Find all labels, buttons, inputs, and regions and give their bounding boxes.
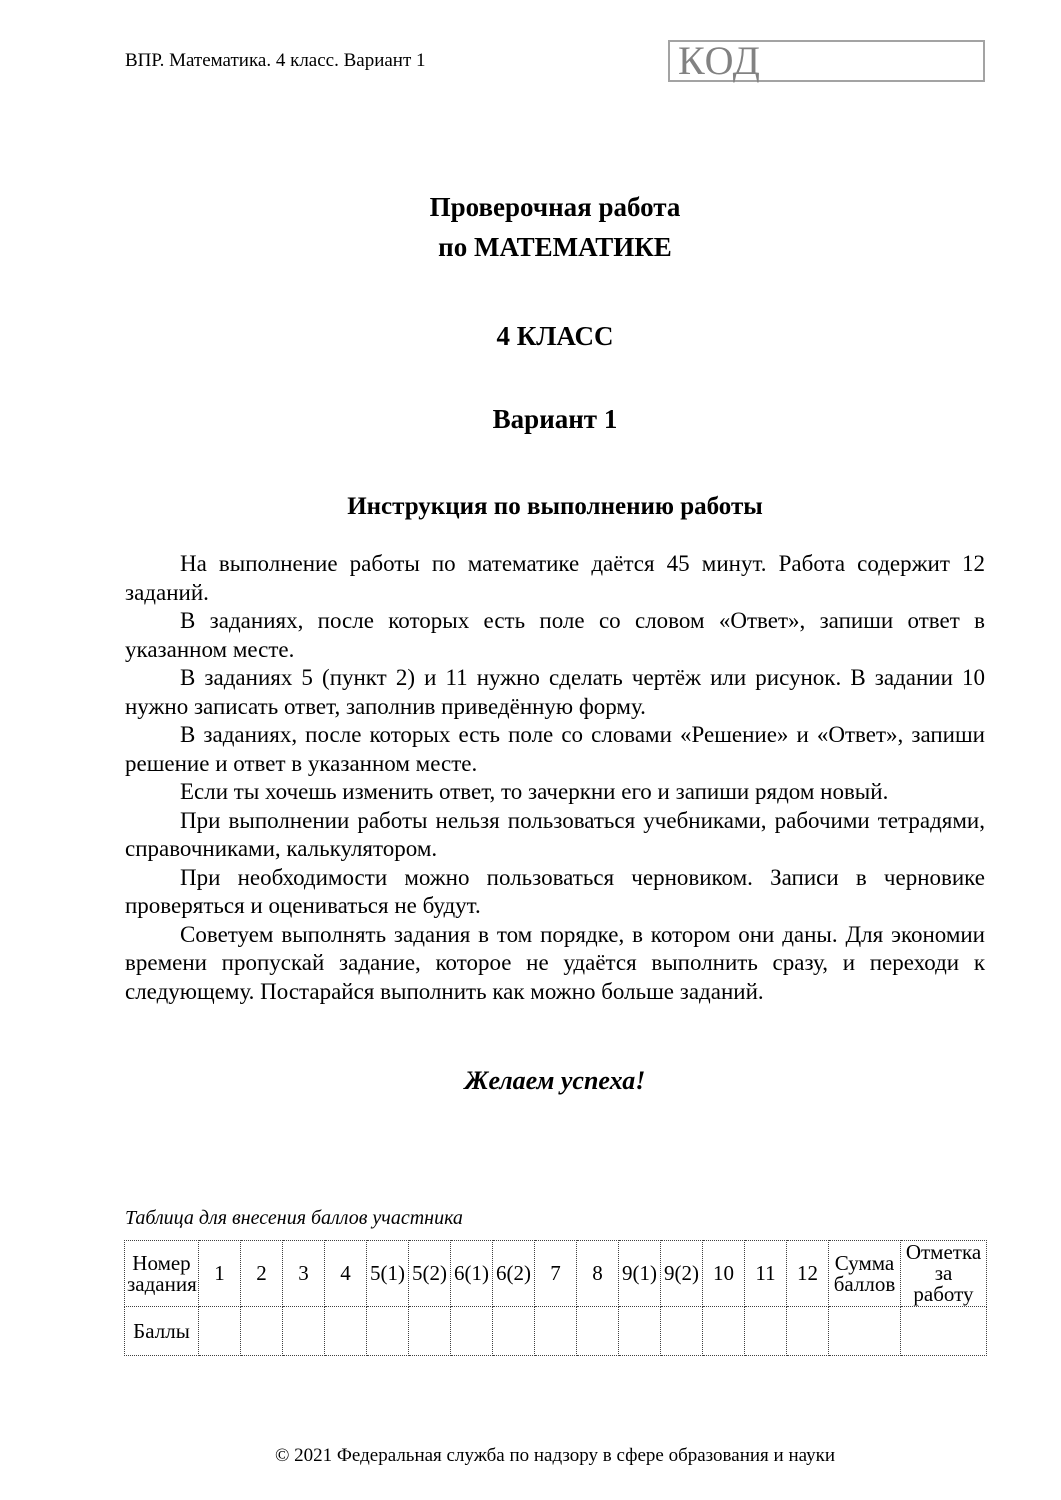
score-table xyxy=(124,1240,987,1356)
task-number-header-cell: 7 xyxy=(535,1241,577,1307)
instruction-paragraph: В заданиях 5 (пункт 2) и 11 нужно сделать чертёж или рисунок. В задании 10 нужно записать ответ, заполнив приведённую форму. xyxy=(125,665,985,719)
task-number-header-cell: 3 xyxy=(283,1241,325,1307)
instruction-paragraph: При необходимости можно пользоваться черновиком. Записи в черновике проверяться и оцениваться не будут. xyxy=(125,864,985,918)
instruction-paragraph: В заданиях, после которых есть поле со словом «Ответ», запиши ответ в указанном месте. xyxy=(125,608,985,662)
grade-title: 4 КЛАСС xyxy=(496,321,614,351)
task-number-header-cell: 4 xyxy=(325,1241,367,1307)
score-cell xyxy=(325,1307,367,1356)
instruction-paragraph: Советуем выполнять задания в том порядке, в котором они даны. Для экономии времени пропускай задание, которое не удаётся выполнить сразу, и переходи к следующему. Постарайся выполнить как можно больше заданий. xyxy=(125,921,985,1004)
footer-copyright: © 2021 Федеральная служба по надзору в сфере образования и науки xyxy=(274,1445,835,1466)
mark-score-cell xyxy=(901,1307,987,1356)
score-cell xyxy=(367,1307,409,1356)
score-table-header-row xyxy=(125,1241,987,1307)
instructions-text xyxy=(125,550,985,1006)
task-number-header-cell: 9(2) xyxy=(661,1241,703,1307)
task-number-header-cell: 1 xyxy=(199,1241,241,1307)
mark-header-cell: Отметка за работу xyxy=(901,1241,987,1307)
task-number-header-cell: 5(1) xyxy=(367,1241,409,1307)
score-cell xyxy=(661,1307,703,1356)
header-doc-label: ВПР. Математика. 4 класс. Вариант 1 xyxy=(125,50,426,71)
variant-title: Вариант 1 xyxy=(492,404,618,434)
instruction-paragraph: При выполнении работы нельзя пользоваться учебниками, рабочими тетрадями, справочниками, калькулятором. xyxy=(125,807,985,861)
task-number-header-cell: 6(1) xyxy=(451,1241,493,1307)
score-cell xyxy=(451,1307,493,1356)
task-number-header-cell: 8 xyxy=(577,1241,619,1307)
title-line-2: по МАТЕМАТИКЕ xyxy=(438,232,672,262)
task-number-header-cell: 2 xyxy=(241,1241,283,1307)
score-cell xyxy=(619,1307,661,1356)
task-number-header-cell: 5(2) xyxy=(409,1241,451,1307)
sum-score-cell xyxy=(829,1307,901,1356)
corner-header-cell: Номер задания xyxy=(125,1241,199,1307)
success-wish: Желаем успеха! xyxy=(464,1066,646,1095)
title-line-1: Проверочная работа xyxy=(429,192,681,222)
score-cell xyxy=(241,1307,283,1356)
score-cell xyxy=(283,1307,325,1356)
score-cell xyxy=(409,1307,451,1356)
score-cell xyxy=(703,1307,745,1356)
score-cell xyxy=(535,1307,577,1356)
task-number-header-cell: 9(1) xyxy=(619,1241,661,1307)
instruction-paragraph: На выполнение работы по математике даётся 45 минут. Работа содержит 12 заданий. xyxy=(125,551,985,605)
score-table-caption: Таблица для внесения баллов участника xyxy=(125,1207,463,1229)
instructions-heading: Инструкция по выполнению работы xyxy=(347,493,763,520)
score-cell xyxy=(745,1307,787,1356)
score-values-row xyxy=(125,1307,987,1356)
task-number-header-cell: 10 xyxy=(703,1241,745,1307)
score-cell xyxy=(577,1307,619,1356)
score-cell xyxy=(199,1307,241,1356)
score-row-label-cell: Баллы xyxy=(125,1307,199,1356)
instruction-paragraph: Если ты хочешь изменить ответ, то зачеркни его и запиши рядом новый. xyxy=(180,779,889,804)
instruction-paragraph: В заданиях, после которых есть поле со словами «Решение» и «Ответ», запиши решение и ответ в указанном месте. xyxy=(125,722,985,776)
task-number-header-cell: 11 xyxy=(745,1241,787,1307)
code-box-label: КОД xyxy=(678,38,761,83)
score-cell xyxy=(493,1307,535,1356)
code-box xyxy=(668,40,985,82)
task-number-header-cell: 12 xyxy=(787,1241,829,1307)
score-cell xyxy=(787,1307,829,1356)
sum-header-cell: Сумма баллов xyxy=(829,1241,901,1307)
task-number-header-cell: 6(2) xyxy=(493,1241,535,1307)
